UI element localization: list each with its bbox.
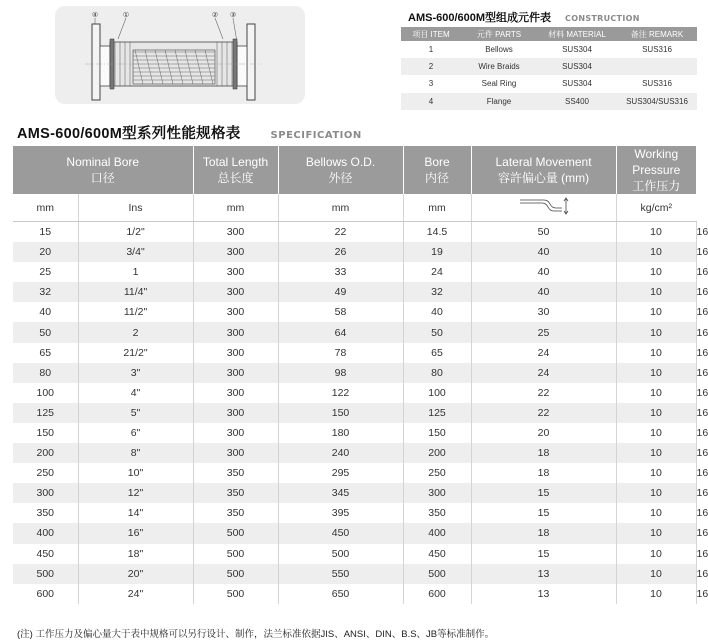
table-cell: 64 [278,322,403,342]
construction-header-row [401,27,697,41]
table-cell: 100 [403,383,471,403]
table-cell: 300 [13,483,78,503]
table-cell: 11/2" [78,302,193,322]
construction-title [408,9,640,25]
table-cell: 250 [403,463,471,483]
spec-title [17,122,362,143]
table-cell: 50 [403,322,471,342]
table-cell: 8" [78,443,193,463]
table-cell: 350 [403,503,471,523]
table-cell: 300 [193,242,278,262]
table-cell: 14.5 [403,222,471,243]
table-cell: 32 [13,282,78,302]
table-cell: 14" [78,503,193,523]
table-cell: 33 [278,262,403,282]
unit-cell: Ins [78,194,193,222]
header-cell: 元件 PARTS [461,27,537,41]
footnote: (注) 工作压力及偏心量大于表中规格可以另行设计、制作，法兰标准依据JIS、ANSI、DIN、B.S、JB等标准制作。 [17,629,495,640]
table-cell: 250 [13,463,78,483]
table-cell: 6" [78,423,193,443]
header-cell: 材料 MATERIAL [537,27,617,41]
table-cell: 10 [616,403,696,423]
header-total-length: Total Length 总长度 [193,146,278,194]
table-cell: 10 [616,322,696,342]
table-cell: 10 [616,544,696,564]
unit-cell: mm [13,194,78,222]
table-cell: 150 [403,423,471,443]
table-cell: 22 [278,222,403,243]
unit-cell: mm [278,194,403,222]
table-cell: Wire Braids [461,58,537,75]
table-cell: 65 [403,343,471,363]
table-row [401,75,697,92]
table-cell: 10 [616,463,696,483]
table-cell: 58 [278,302,403,322]
table-row: 40 11/2" 300 58 40 30 10 16 [13,302,696,322]
table-cell: 350 [13,503,78,523]
table-cell: 10 [616,222,696,243]
table-cell: 450 [403,544,471,564]
table-cell: 19 [403,242,471,262]
expansion-joint-drawing [55,6,305,104]
table-cell: 500 [403,564,471,584]
header-lateral-movement: Lateral Movement 容許偏心量 (mm) [471,146,616,194]
table-cell: 300 [193,363,278,383]
table-cell: 550 [278,564,403,584]
header-bore: Bore 内径 [403,146,471,194]
table-row: 300 12" 350 345 300 15 10 16 [13,483,696,503]
table-cell: 20 [13,242,78,262]
table-cell: 300 [403,483,471,503]
table-cell: 1 [78,262,193,282]
table-row: 80 3" 300 98 80 24 10 16 [13,363,696,383]
table-cell: 3/4" [78,242,193,262]
table-cell: 10 [616,423,696,443]
header-bellows-od: Bellows O.D. 外径 [278,146,403,194]
table-row [401,58,697,75]
table-cell: 80 [403,363,471,383]
table-cell: 500 [278,544,403,564]
table-cell: 12" [78,483,193,503]
spec-title-cn: AMS-600/600M型系列性能规格表 [17,126,241,142]
table-cell: 98 [278,363,403,383]
table-cell: 26 [278,242,403,262]
table-cell: 10 [616,443,696,463]
table-cell: 100 [13,383,78,403]
table-cell: 10 [616,564,696,584]
table-cell: 10 [616,584,696,604]
table-cell: 125 [403,403,471,423]
table-cell: 450 [278,523,403,543]
table-cell: 10 [616,242,696,262]
table-cell: 10 [616,383,696,403]
table-cell: 300 [193,443,278,463]
table-cell: 15 [471,544,616,564]
table-cell: Bellows [485,45,513,55]
table-cell [617,58,697,75]
table-cell: SUS304 [562,45,592,55]
callout-3: ③ [229,12,237,19]
table-cell: 240 [278,443,403,463]
table-row: 350 14" 350 395 350 15 10 16 [13,503,696,523]
table-cell: 50 [13,322,78,342]
unit-cell: mm [193,194,278,222]
table-cell: 65 [13,343,78,363]
table-cell: 300 [193,383,278,403]
table-cell: 15 [13,222,78,243]
construction-title-en: CONSTRUCTION [565,14,640,23]
table-cell: 20 [471,423,616,443]
table-cell: 18" [78,544,193,564]
table-cell: 300 [193,302,278,322]
table-cell: 350 [193,463,278,483]
table-cell: 11/4" [78,282,193,302]
table-cell: 180 [278,423,403,443]
table-row: 250 10" 350 295 250 18 10 16 [13,463,696,483]
table-cell: 300 [193,322,278,342]
header-cell: 项目 ITEM [401,27,461,41]
table-row [401,93,697,110]
table-cell: 18 [471,523,616,543]
table-cell: 350 [193,503,278,523]
table-cell: 4 [401,93,461,110]
table-cell: 295 [278,463,403,483]
table-cell: 10 [616,523,696,543]
table-cell: 200 [403,443,471,463]
table-cell: 40 [13,302,78,322]
table-cell: 200 [13,443,78,463]
table-cell: 24" [78,584,193,604]
table-cell: SUS304 [562,79,592,89]
table-cell: 10 [616,282,696,302]
table-cell: 300 [193,423,278,443]
table-cell: 32 [403,282,471,302]
table-cell: 2 [401,58,461,75]
units-row [13,194,696,222]
spec-header-row [13,146,696,194]
table-cell: 500 [193,564,278,584]
table-cell: 400 [13,523,78,543]
table-cell: 150 [278,403,403,423]
table-cell: 10 [616,262,696,282]
table-row: 200 8" 300 240 200 18 10 16 [13,443,696,463]
table-cell: 300 [193,343,278,363]
table-cell: 125 [13,403,78,423]
table-row: 32 11/4" 300 49 32 40 10 16 [13,282,696,302]
table-cell: 22 [471,383,616,403]
table-row: 15 1/2" 300 22 14.5 50 10 16 [13,222,696,243]
table-cell: 300 [193,282,278,302]
table-cell: 1/2" [78,222,193,243]
table-cell: 30 [471,302,616,322]
table-cell: SUS304 [537,58,617,75]
table-cell: 1 [428,45,434,55]
table-cell: 450 [13,544,78,564]
table-cell: 21/2" [78,343,193,363]
table-cell: SS400 [537,93,617,110]
table-cell: 2 [78,322,193,342]
product-drawing [55,6,305,104]
table-cell: 15 [471,503,616,523]
table-cell: 24 [471,363,616,383]
callout-4: ④ [91,12,99,19]
table-row: 450 18" 500 500 450 15 10 16 [13,544,696,564]
table-row: 50 2 300 64 50 25 10 16 [13,322,696,342]
table-row: 20 3/4" 300 26 19 40 10 16 [13,242,696,262]
table-cell: 345 [278,483,403,503]
table-cell: 3 [428,79,434,89]
table-cell: 400 [403,523,471,543]
table-row: 150 6" 300 180 150 20 10 16 [13,423,696,443]
table-cell: 10 [616,503,696,523]
table-cell: Seal Ring [481,79,517,89]
table-cell: 40 [471,282,616,302]
table-cell: 80 [13,363,78,383]
table-row [401,41,697,58]
table-cell: 600 [403,584,471,604]
construction-title-cn: AMS-600/600M型组成元件表 [408,12,552,24]
table-cell: 500 [193,584,278,604]
table-cell: 10 [616,483,696,503]
table-cell: SUS316 [642,45,672,55]
spec-table [13,146,708,604]
table-cell: 4" [78,383,193,403]
table-row: 65 21/2" 300 78 65 24 10 16 [13,343,696,363]
table-cell: 40 [471,242,616,262]
table-cell: 25 [471,322,616,342]
header-nominal-bore: Nominal Bore 口径 [13,146,193,194]
callout-2: ② [211,12,219,19]
spec-body [13,194,708,604]
callout-1: ① [122,12,130,19]
table-cell: 300 [193,222,278,243]
table-row: 400 16" 500 450 400 18 10 16 [13,523,696,543]
table-cell: 395 [278,503,403,523]
table-cell: 16" [78,523,193,543]
table-cell: 300 [193,262,278,282]
table-cell: 650 [278,584,403,604]
table-cell: 22 [471,403,616,423]
table-cell: SUS304/SUS316 [617,93,697,110]
table-cell: 13 [471,564,616,584]
unit-cell: kg/cm² [616,194,696,222]
table-row: 100 4" 300 122 100 22 10 16 [13,383,696,403]
table-row: 25 1 300 33 24 40 10 16 [13,262,696,282]
table-cell: 49 [278,282,403,302]
spec-title-en: SPECIFICATION [270,130,362,141]
table-cell: 500 [13,564,78,584]
table-row: 500 20" 500 550 500 13 10 16 [13,564,696,584]
table-cell: 10 [616,302,696,322]
unit-cell: mm [403,194,471,222]
table-cell: 50 [471,222,616,243]
table-cell: 15 [471,483,616,503]
table-cell: 78 [278,343,403,363]
table-cell: 40 [471,262,616,282]
table-cell: Flange [461,93,537,110]
table-cell: 24 [471,343,616,363]
table-cell: 40 [403,302,471,322]
header-working-pressure: Working Pressure 工作压力 [616,146,696,194]
table-cell: 3" [78,363,193,383]
table-cell: 150 [13,423,78,443]
table-cell: 122 [278,383,403,403]
table-cell: 5" [78,403,193,423]
lateral-offset-icon [514,195,574,217]
construction-table [401,27,697,110]
table-cell: 500 [193,544,278,564]
table-cell: 10 [616,343,696,363]
table-cell: SUS316 [642,79,672,89]
table-cell: 500 [193,523,278,543]
table-cell: 10 [616,363,696,383]
lateral-movement-icon [471,194,616,222]
table-row: 125 5" 300 150 125 22 10 16 [13,403,696,423]
header-cell: 备注 REMARK [617,27,697,41]
table-cell: 18 [471,443,616,463]
table-cell: 350 [193,483,278,503]
table-cell: 10" [78,463,193,483]
table-cell: 20" [78,564,193,584]
table-cell: 300 [193,403,278,423]
table-row: 600 24" 500 650 600 13 10 16 [13,584,696,604]
table-cell: 25 [13,262,78,282]
table-cell: 600 [13,584,78,604]
table-cell: 24 [403,262,471,282]
table-cell: 13 [471,584,616,604]
table-cell: 18 [471,463,616,483]
